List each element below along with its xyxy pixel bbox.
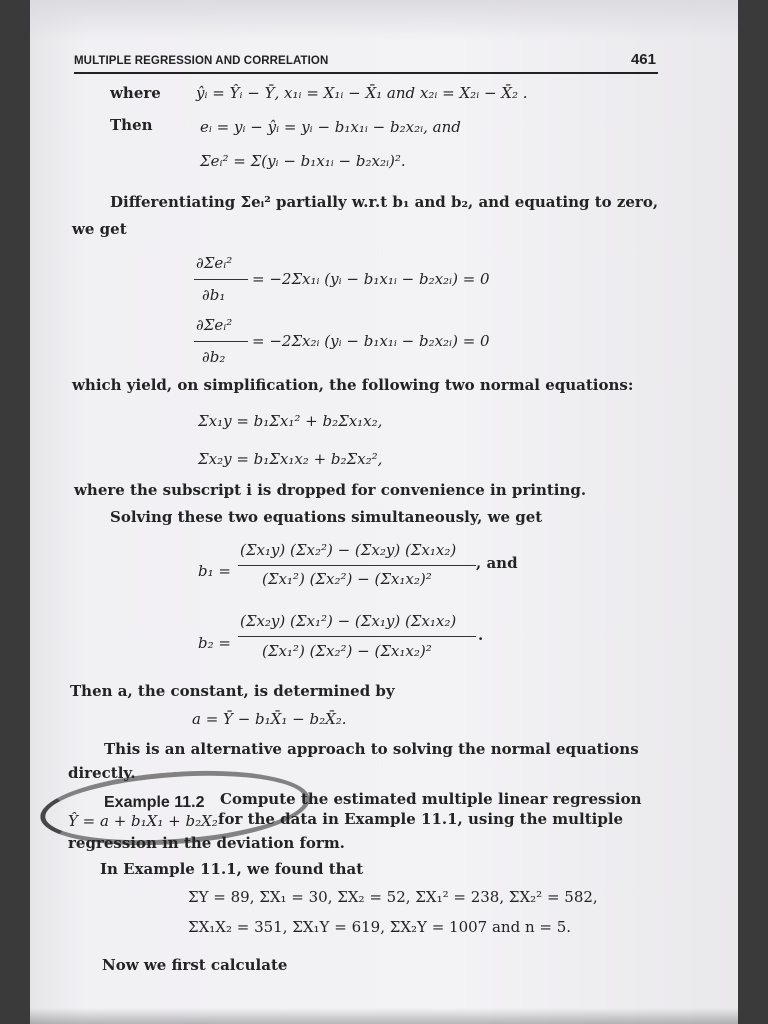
solving-text: Solving these two equations simultaneously, we get: [110, 508, 543, 526]
deriv2-numerator: ∂Σeᵢ²: [196, 316, 233, 334]
b1-numerator: (Σx₁y) (Σx₂²) − (Σx₂y) (Σx₁x₂): [240, 541, 457, 559]
b2-denominator: (Σx₁²) (Σx₂²) − (Σx₁x₂)²: [262, 642, 432, 660]
where-label: where: [110, 84, 161, 102]
example-text-1: Compute the estimated multiple linear regression: [220, 790, 642, 808]
example-regression-equation: Ŷ = a + b₁X₁ + b₂X₂: [68, 812, 218, 830]
b2-period: .: [478, 626, 484, 644]
b2-fraction-bar: [238, 636, 476, 637]
normal-equation-2: Σx₂y = b₁Σx₁x₂ + b₂Σx₂²,: [198, 450, 383, 468]
running-header: [74, 52, 658, 74]
then-label: Then: [110, 116, 153, 134]
directly-text: directly.: [68, 764, 136, 782]
deriv1-numerator: ∂Σeᵢ²: [196, 254, 233, 272]
book-page: [30, 0, 738, 1024]
b1-fraction-bar: [238, 565, 476, 566]
example-text-2: for the data in Example 11.1, using the multiple: [218, 810, 624, 828]
subscript-text: where the subscript i is dropped for convenience in printing.: [74, 481, 587, 499]
sums-line-2: ΣX₁X₂ = 351, ΣX₁Y = 619, ΣX₂Y = 1007 and n = 5.: [188, 918, 572, 936]
deriv1-fraction-bar: [194, 279, 248, 280]
then-a-text: Then a, the constant, is determined by: [70, 682, 395, 700]
page-number: 461: [630, 51, 656, 68]
page-shadow: [30, 0, 738, 40]
b1-label: b₁ =: [198, 562, 231, 580]
deriv2-rhs: = −2Σx₂ᵢ (yᵢ − b₁x₁ᵢ − b₂x₂ᵢ) = 0: [252, 332, 490, 350]
deriv1-denominator: ∂b₁: [202, 286, 226, 304]
chapter-title: MULTIPLE REGRESSION AND CORRELATION: [74, 55, 329, 67]
residual-equation: eᵢ = yᵢ − ŷᵢ = yᵢ − b₁x₁ᵢ − b₂x₂ᵢ, and: [200, 118, 461, 136]
we-get-text: we get: [72, 220, 127, 238]
differentiating-text: Differentiating Σeᵢ² partially w.r.t b₁ and b₂, and equating to zero,: [110, 193, 659, 211]
deriv2-denominator: ∂b₂: [202, 348, 226, 366]
alternative-text: This is an alternative approach to solving the normal equations: [104, 740, 639, 758]
deriv1-rhs: = −2Σx₁ᵢ (yᵢ − b₁x₁ᵢ − b₂x₂ᵢ) = 0: [252, 270, 490, 288]
deriv2-fraction-bar: [194, 341, 248, 342]
deviation-definitions: ŷᵢ = Ŷᵢ − Ȳ, x₁ᵢ = X₁ᵢ − X̄₁ and x₂ᵢ = X₂ᵢ − X̄₂ .: [196, 84, 528, 102]
page-bottom-shadow: [30, 1008, 738, 1024]
sum-squared-residuals: Σeᵢ² = Σ(yᵢ − b₁x₁ᵢ − b₂x₂ᵢ)².: [200, 152, 406, 170]
now-text: Now we first calculate: [102, 956, 288, 974]
sums-line-1: ΣY = 89, ΣX₁ = 30, ΣX₂ = 52, ΣX₁² = 238, ΣX₂² = 582,: [188, 888, 598, 906]
b1-denominator: (Σx₁²) (Σx₂²) − (Σx₁x₂)²: [262, 570, 432, 588]
yield-text: which yield, on simplification, the following two normal equations:: [72, 376, 634, 394]
example-text-3: regression in the deviation form.: [68, 834, 345, 852]
normal-equation-1: Σx₁y = b₁Σx₁² + b₂Σx₁x₂,: [198, 412, 383, 430]
b2-label: b₂ =: [198, 634, 231, 652]
example-label: Example 11.2: [104, 794, 205, 811]
b1-and: , and: [476, 554, 518, 572]
found-text: In Example 11.1, we found that: [100, 860, 364, 878]
b2-numerator: (Σx₂y) (Σx₁²) − (Σx₁y) (Σx₁x₂): [240, 612, 457, 630]
constant-equation: a = Ȳ − b₁X̄₁ − b₂X̄₂.: [192, 710, 347, 728]
